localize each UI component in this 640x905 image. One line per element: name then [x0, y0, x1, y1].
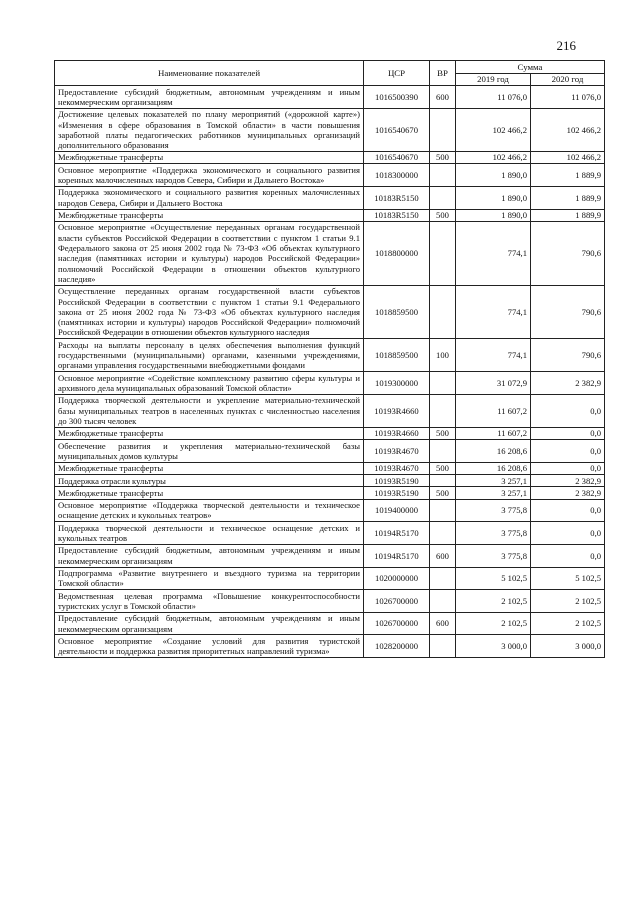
row-csr: 1016540670 [364, 108, 430, 151]
row-vr [430, 186, 456, 209]
table-row [55, 339, 605, 372]
row-csr: 1028200000 [364, 635, 430, 658]
table-body [55, 86, 605, 658]
row-sum-2019: 102 466,2 [456, 151, 531, 163]
row-csr: 1026700000 [364, 612, 430, 635]
header-row [55, 61, 605, 74]
row-vr [430, 440, 456, 463]
row-vr [430, 567, 456, 590]
row-sum-2019: 31 072,9 [456, 372, 531, 395]
row-vr [430, 164, 456, 187]
row-csr: 10193R4670 [364, 440, 430, 463]
table-row [55, 221, 605, 285]
table-row [55, 285, 605, 339]
row-sum-2019: 774,1 [456, 221, 531, 285]
row-sum-2020: 1 889,9 [531, 164, 605, 187]
row-sum-2019: 3 775,8 [456, 522, 531, 545]
row-name: Предоставление субсидий бюджетным, автономным учреждениям и иным некоммерческим организациям [55, 544, 364, 567]
row-sum-2019: 3 257,1 [456, 475, 531, 487]
row-vr [430, 522, 456, 545]
row-sum-2019: 774,1 [456, 339, 531, 372]
row-name: Обеспечение развития и укрепления материально-технической базы муниципальных домов культуры [55, 440, 364, 463]
row-csr: 10194R5170 [364, 544, 430, 567]
table-row [55, 612, 605, 635]
row-sum-2020: 790,6 [531, 221, 605, 285]
row-name: Подпрограмма «Развитие внутреннего и въездного туризма на территории Томской области» [55, 567, 364, 590]
row-sum-2019: 2 102,5 [456, 590, 531, 613]
row-name: Основное мероприятие «Поддержка творческой деятельности и техническое оснащение детских и кукольных театров» [55, 499, 364, 522]
header-sum: Сумма [456, 61, 605, 74]
row-csr: 10193R4660 [364, 394, 430, 427]
table-row [55, 394, 605, 427]
row-sum-2020: 2 382,9 [531, 475, 605, 487]
row-name: Межбюджетные трансферты [55, 151, 364, 163]
row-csr: 1026700000 [364, 590, 430, 613]
table-row [55, 186, 605, 209]
row-csr: 10183R5150 [364, 209, 430, 221]
row-sum-2019: 11 076,0 [456, 86, 531, 109]
row-csr: 1018859500 [364, 285, 430, 339]
row-sum-2020: 0,0 [531, 440, 605, 463]
row-sum-2019: 16 208,6 [456, 440, 531, 463]
row-sum-2020: 102 466,2 [531, 151, 605, 163]
table-row [55, 567, 605, 590]
row-csr: 10194R5170 [364, 522, 430, 545]
row-sum-2020: 3 000,0 [531, 635, 605, 658]
row-sum-2019: 11 607,2 [456, 427, 531, 439]
row-name: Основное мероприятие «Осуществление переданных органам государственной власти субъектов Российской Федерации в соответствии с пунктом 1 статьи 9.1 Федерального закона от 25 июня 2002 года № 73-ФЗ «Об объектах культурного наследия (памятниках истории и культуры) народов Российской Федерации» полномочий Российской Федерации в отношении объектов культурного наследия» [55, 221, 364, 285]
row-sum-2020: 0,0 [531, 544, 605, 567]
row-name: Поддержка творческой деятельности и укрепление материально-технической базы муниципальных театров в населенных пунктах с численностью населения до 300 тысяч человек [55, 394, 364, 427]
header-2020: 2020 год [531, 73, 605, 86]
row-name: Предоставление субсидий бюджетным, автономным учреждениям и иным некоммерческим организациям [55, 86, 364, 109]
row-vr [430, 394, 456, 427]
row-name: Межбюджетные трансферты [55, 209, 364, 221]
row-sum-2019: 774,1 [456, 285, 531, 339]
table-row [55, 151, 605, 163]
row-csr: 1018300000 [364, 164, 430, 187]
row-sum-2019: 16 208,6 [456, 462, 531, 474]
table-row [55, 427, 605, 439]
row-sum-2019: 3 257,1 [456, 487, 531, 499]
row-name: Предоставление субсидий бюджетным, автономным учреждениям и иным некоммерческим организациям [55, 612, 364, 635]
header-csr: ЦСР [364, 61, 430, 86]
row-sum-2020: 1 889,9 [531, 186, 605, 209]
table-row [55, 544, 605, 567]
table-row [55, 522, 605, 545]
row-sum-2020: 2 382,9 [531, 372, 605, 395]
row-vr: 600 [430, 86, 456, 109]
row-csr: 10183R5150 [364, 186, 430, 209]
row-name: Межбюджетные трансферты [55, 427, 364, 439]
row-sum-2020: 11 076,0 [531, 86, 605, 109]
table-row [55, 475, 605, 487]
row-name: Межбюджетные трансферты [55, 487, 364, 499]
row-vr [430, 590, 456, 613]
row-vr [430, 285, 456, 339]
row-sum-2020: 0,0 [531, 427, 605, 439]
table-row [55, 462, 605, 474]
row-sum-2020: 5 102,5 [531, 567, 605, 590]
row-sum-2020: 2 102,5 [531, 590, 605, 613]
row-name: Межбюджетные трансферты [55, 462, 364, 474]
row-sum-2020: 0,0 [531, 499, 605, 522]
table-row [55, 372, 605, 395]
row-name: Ведомственная целевая программа «Повышение конкурентоспособности туристских услуг в Томской области» [55, 590, 364, 613]
row-name: Основное мероприятие «Создание условий для развития туристской деятельности и поддержка развития приоритетных направлений туризма» [55, 635, 364, 658]
header-name: Наименование показателей [55, 61, 364, 86]
row-sum-2019: 3 775,8 [456, 544, 531, 567]
row-vr [430, 372, 456, 395]
row-sum-2019: 3 000,0 [456, 635, 531, 658]
row-name: Поддержка отрасли культуры [55, 475, 364, 487]
row-sum-2020: 1 889,9 [531, 209, 605, 221]
row-name: Основное мероприятие «Поддержка экономического и социального развития коренных малочисленных народов Севера, Сибири и Дальнего Востока» [55, 164, 364, 187]
row-vr: 100 [430, 339, 456, 372]
row-name: Осуществление переданных органам государственной власти субъектов Российской Федерации в соответствии с пунктом 1 статьи 9.1 Федерального закона от 25 июня 2002 года № 73-ФЗ «Об объектах культурного наследия (памятниках истории и культуры) народов Российской Федерации» полномочий Российской Федерации в отношении объектов культурного наследия [55, 285, 364, 339]
row-sum-2019: 2 102,5 [456, 612, 531, 635]
table-row [55, 164, 605, 187]
row-sum-2020: 2 382,9 [531, 487, 605, 499]
row-sum-2020: 102 466,2 [531, 108, 605, 151]
table-row [55, 590, 605, 613]
row-name: Достижение целевых показателей по плану мероприятий («дорожной карте») «Изменения в сфере образования в Томской области» в части повышения заработной платы педагогических работников муниципальных организаций дополнительного образования [55, 108, 364, 151]
page-number: 216 [556, 38, 576, 53]
row-name: Поддержка творческой деятельности и техническое оснащение детских и кукольных театров [55, 522, 364, 545]
row-name: Поддержка экономического и социального развития коренных малочисленных народов Севера, Сибири и Дальнего Востока [55, 186, 364, 209]
row-csr: 1018800000 [364, 221, 430, 285]
row-csr: 1019300000 [364, 372, 430, 395]
table-row [55, 499, 605, 522]
header-2019: 2019 год [456, 73, 531, 86]
row-sum-2020: 790,6 [531, 339, 605, 372]
row-sum-2020: 2 102,5 [531, 612, 605, 635]
row-sum-2019: 102 466,2 [456, 108, 531, 151]
row-vr [430, 221, 456, 285]
row-csr: 10193R5190 [364, 487, 430, 499]
row-csr: 10193R4660 [364, 427, 430, 439]
row-vr: 500 [430, 151, 456, 163]
row-csr: 1019400000 [364, 499, 430, 522]
table-row [55, 635, 605, 658]
row-vr: 500 [430, 462, 456, 474]
row-sum-2019: 1 890,0 [456, 186, 531, 209]
table-row [55, 209, 605, 221]
row-sum-2019: 11 607,2 [456, 394, 531, 427]
row-sum-2019: 1 890,0 [456, 164, 531, 187]
row-vr: 500 [430, 487, 456, 499]
row-sum-2020: 0,0 [531, 522, 605, 545]
row-sum-2019: 5 102,5 [456, 567, 531, 590]
row-vr: 500 [430, 427, 456, 439]
row-vr [430, 475, 456, 487]
row-csr: 10193R5190 [364, 475, 430, 487]
table-row [55, 487, 605, 499]
row-vr: 600 [430, 612, 456, 635]
header-vr: ВР [430, 61, 456, 86]
budget-table [54, 60, 605, 658]
table-row [55, 440, 605, 463]
row-csr: 1016500390 [364, 86, 430, 109]
row-vr [430, 108, 456, 151]
row-sum-2020: 0,0 [531, 462, 605, 474]
row-name: Расходы на выплаты персоналу в целях обеспечения выполнения функций государственными (муниципальными) органами, казенными учреждениями, органами управления государственными внебюджетными фондами [55, 339, 364, 372]
row-sum-2020: 790,6 [531, 285, 605, 339]
table-row [55, 108, 605, 151]
row-vr: 500 [430, 209, 456, 221]
row-name: Основное мероприятие «Содействие комплексному развитию сферы культуры и архивного дела муниципальных образований Томской области» [55, 372, 364, 395]
row-vr [430, 635, 456, 658]
row-sum-2019: 1 890,0 [456, 209, 531, 221]
row-vr: 600 [430, 544, 456, 567]
row-csr: 1020000000 [364, 567, 430, 590]
table-row [55, 86, 605, 109]
row-sum-2020: 0,0 [531, 394, 605, 427]
row-vr [430, 499, 456, 522]
row-csr: 10193R4670 [364, 462, 430, 474]
row-csr: 1016540670 [364, 151, 430, 163]
row-sum-2019: 3 775,8 [456, 499, 531, 522]
row-csr: 1018859500 [364, 339, 430, 372]
